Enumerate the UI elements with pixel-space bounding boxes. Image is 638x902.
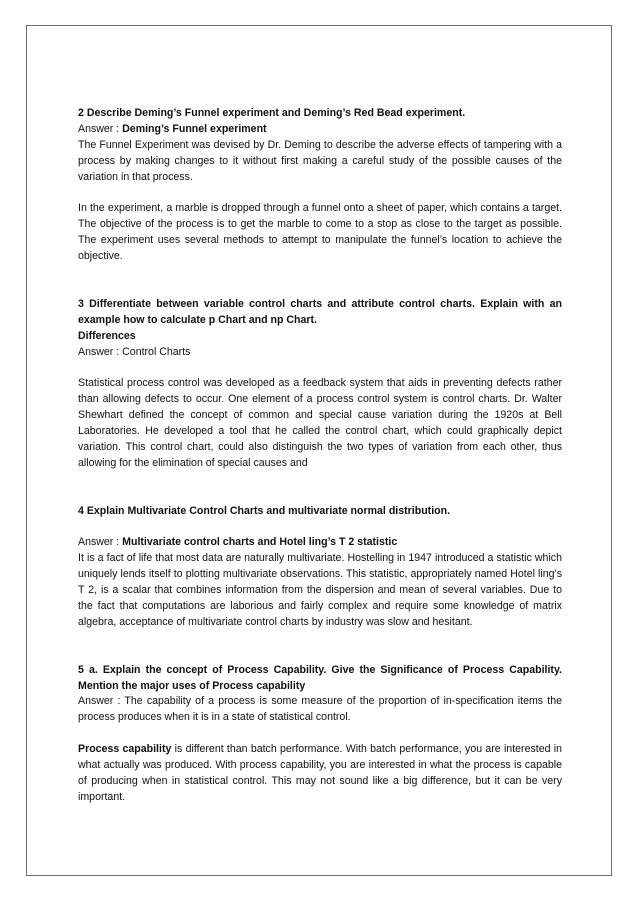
question-3-paragraph-1: Statistical process control was developed as a feedback system that aids in preventing defects rather than allowing defects to occur. One element of a process control system is control charts. Dr. Walter Shewhart defined the concept of common and special cause variation during the 1920s at Bell Laboratories. He developed a tool that he called the control chart, which could graphically depict variation. This control chart, could also distinguish the two types of variation from each other, thus allowing for the elimination of special causes and [78,377,562,469]
question-2-answer-line: Answer : Deming’s Funnel experiment [78,122,267,135]
question-3-subheading: Differences [78,329,136,342]
question-4-heading: 4 Explain Multivariate Control Charts and multivariate normal distribution. [78,504,451,517]
question-5-answer-line: Answer : The capability of a process is some measure of the proportion of in-specification items the process produces when it is in a state of statistical control. [78,695,562,724]
document-body [78,106,562,806]
question-5-paragraph-2: Process capability is different than batch performance. With batch performance, you are interested in what actually was produced. With process capability, you are interested in what the process is capable of producing when in statistical control. This may not sound like a big difference, but it can be very important. [78,743,562,803]
question-4-paragraph-1: It is a fact of life that most data are naturally multivariate. Hostelling in 1947 introduced a statistic which uniquely lends itself to plotting multivariate observations. This statistic, appropriately named Hotel ling’s T 2, is a scalar that combines information from the dispersion and mean of several variables. Due to the fact that computations are laborious and fairly complex and require some knowledge of matrix algebra, acceptance of multivariate control charts by industry was slow and hesitant. [78,552,562,628]
question-2-heading: 2 Describe Deming’s Funnel experiment and Deming’s Red Bead experiment. [78,107,466,119]
question-2-paragraph-2: In the experiment, a marble is dropped through a funnel onto a sheet of paper, which contains a target. The objective of the process is to get the marble to come to a stop as close to the target as possible. The experiment uses several methods to attempt to manipulate the funnel’s location to achieve the objective. [78,202,562,263]
question-2-paragraph-1: The Funnel Experiment was devised by Dr. Deming to describe the adverse effects of tampering with a process by making changes to it without first making a careful study of the possible causes of the variation in that process. [78,138,562,183]
question-3-answer-line: Answer : Control Charts [78,345,191,358]
question-5-heading: 5 a. Explain the concept of Process Capability. Give the Significance of Process Capability. Mention the major uses of Process capability [78,663,562,692]
question-4-answer-line: Answer : Multivariate control charts and Hotel ling’s T 2 statistic [78,536,398,549]
question-3-heading: 3 Differentiate between variable control charts and attribute control charts. Explain with an example how to calculate p Chart and np Chart. [78,297,562,326]
